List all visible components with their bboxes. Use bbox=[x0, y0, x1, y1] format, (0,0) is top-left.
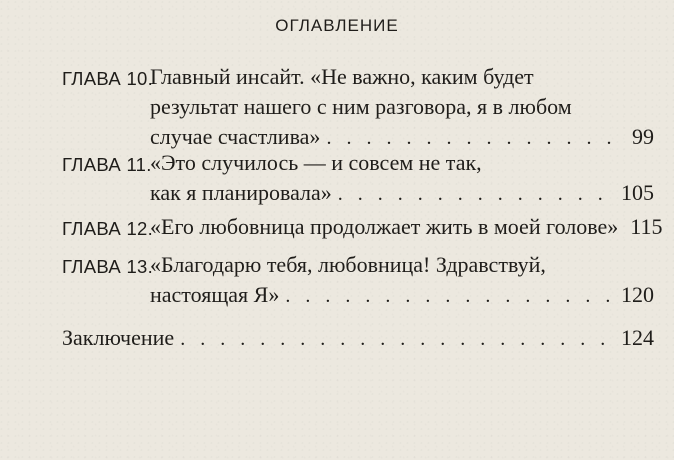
chapter-label: ГЛАВА 11. bbox=[62, 154, 152, 175]
chapter-title bbox=[150, 62, 654, 152]
chapter-title-line: Главный инсайт. «Не важно, каким будет bbox=[150, 64, 534, 89]
chapter-title bbox=[150, 212, 663, 242]
chapter-label: ГЛАВА 13. bbox=[62, 256, 154, 277]
chapter-title-line: «Это случилось — и совсем не так, bbox=[150, 150, 482, 175]
toc-heading: ОГЛАВЛЕНИЕ bbox=[275, 16, 399, 35]
chapter-title-line: «Его любовница продолжает жить в моей голове» bbox=[150, 214, 619, 239]
chapter-title-line: случае счастлива» bbox=[150, 124, 321, 149]
dot-leader bbox=[180, 324, 615, 354]
chapter-title-line: результат нашего с ним разговора, я в любом bbox=[150, 94, 572, 119]
leader-line bbox=[62, 323, 654, 353]
page-number: 105 bbox=[621, 180, 654, 205]
page-number: 115 bbox=[630, 214, 663, 239]
toc-entry-conclusion[interactable] bbox=[62, 323, 654, 353]
page-number: 99 bbox=[632, 124, 654, 149]
leader-line bbox=[150, 178, 654, 208]
page-number: 124 bbox=[621, 325, 654, 350]
dot-leader bbox=[338, 179, 615, 209]
chapter-title bbox=[150, 148, 654, 208]
dot-leader bbox=[285, 281, 615, 311]
chapter-title-line: настоящая Я» bbox=[150, 282, 280, 307]
leader-line bbox=[150, 280, 654, 310]
page-number: 120 bbox=[621, 282, 654, 307]
leader-line bbox=[150, 212, 663, 242]
chapter-label: ГЛАВА 12. bbox=[62, 218, 154, 239]
chapter-title bbox=[150, 250, 654, 310]
chapter-title-line: как я планировала» bbox=[150, 180, 332, 205]
chapter-label: ГЛАВА 10. bbox=[62, 68, 154, 89]
chapter-title-line: «Благодарю тебя, любовница! Здравствуй, bbox=[150, 252, 546, 277]
conclusion-label: Заключение bbox=[62, 325, 175, 350]
